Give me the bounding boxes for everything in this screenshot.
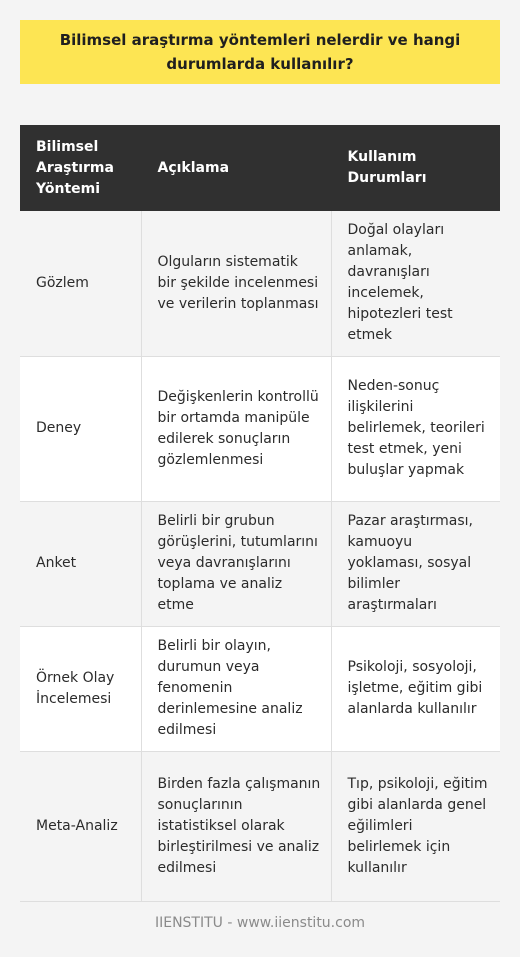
cell-method: Anket [20, 501, 141, 626]
header-usage: Kullanım Durumları [331, 125, 500, 211]
cell-usage: Psikoloji, sosyoloji, işletme, eğitim gibi alanlarda kullanılır [331, 626, 500, 751]
cell-description: Birden fazla çalışmanın sonuçlarının istatistiksel olarak birleştirilmesi ve analiz edilmesi [141, 751, 331, 901]
table-row [20, 751, 500, 901]
header-method: Bilimsel Araştırma Yöntemi [20, 125, 141, 211]
methods-table [20, 125, 500, 902]
cell-usage: Pazar araştırması, kamuoyu yoklaması, sosyal bilimler araştırmaları [331, 501, 500, 626]
cell-description: Olguların sistematik bir şekilde incelenmesi ve verilerin toplanması [141, 211, 331, 356]
footer-credit: IIENSTITU - www.iienstitu.com [154, 915, 366, 931]
cell-usage: Doğal olayları anlamak, davranışları incelemek, hipotezleri test etmek [331, 211, 500, 356]
cell-method: Gözlem [20, 211, 141, 356]
cell-description: Değişkenlerin kontrollü bir ortamda manipüle edilerek sonuçların gözlemlenmesi [141, 356, 331, 501]
cell-method: Meta-Analiz [20, 751, 141, 901]
header-description: Açıklama [141, 125, 331, 211]
page-title: Bilimsel araştırma yöntemleri nelerdir ve hangi durumlarda kullanılır? [59, 31, 461, 73]
cell-usage: Tıp, psikoloji, eğitim gibi alanlarda genel eğilimleri belirlemek için kullanılır [331, 751, 500, 901]
table-row [20, 626, 500, 751]
cell-method: Örnek Olay İncelemesi [20, 626, 141, 751]
table-row [20, 501, 500, 626]
table-row [20, 356, 500, 501]
cell-description: Belirli bir grubun görüşlerini, tutumlarını veya davranışlarını toplama ve analiz etme [141, 501, 331, 626]
cell-usage: Neden-sonuç ilişkilerini belirlemek, teorileri test etmek, yeni buluşlar yapmak [331, 356, 500, 501]
table-row [20, 211, 500, 356]
cell-method: Deney [20, 356, 141, 501]
cell-description: Belirli bir olayın, durumun veya fenomenin derinlemesine analiz edilmesi [141, 626, 331, 751]
title-banner [20, 20, 500, 84]
table-header-row [20, 125, 500, 211]
